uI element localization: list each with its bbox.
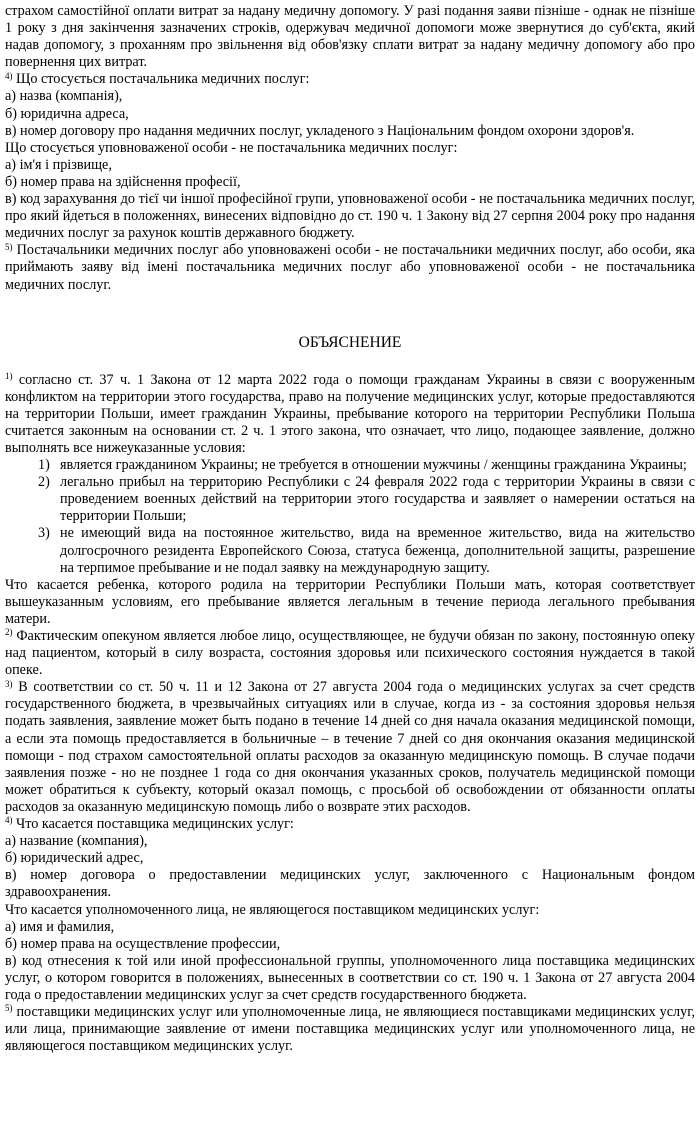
footnote-marker: 5) [5,241,13,252]
footnote-marker: 4) [5,815,13,826]
ukrainian-section [5,3,695,294]
footnote-marker: 4) [5,70,13,81]
ua-provider-name: а) назва (компанія), [5,88,123,105]
ru-provider-contract: в) номер договора о предоставлении медицинских услуг, заключенного с Национальным фондом здравоохранения. [5,867,695,901]
list-item [5,457,695,474]
ru-provider-name: а) название (компания), [5,833,148,850]
ru-provider-address: б) юридический адрес, [5,850,144,867]
list-item-number: 2) [38,474,50,491]
ua-provider-contract: в) номер договору про надання медичних послуг, укладеного з Національним фондом охорони здоров'я. [5,122,635,139]
ua-person-name: а) ім'я і прізвище, [5,156,112,173]
ru-footnote-1: $^{1)}$ согласно ст. 37 ч. 1 Закона от 12 марта 2022 года о помощи гражданам Украины в связи с вооруженным конфликтом на территории этого государства, право на получение медицинских услуг, которые предоставляются на территории Польши, имеет гражданин Украины, пребывание которого на территории Республики Польша считается законным на основании ст. 2 ч. 1 этого закона, что означает, что лицо, подающее заявление, должно выполнять все нижеуказанные условия: [5,370,695,456]
list-item [5,474,695,525]
list-item [5,525,695,576]
footnote-marker: 3) [5,678,13,689]
ua-person-code: в) код зарахування до тієї чи іншої професійної групи, уповноваженої особи - не постачальника медичних послуг, про який йдеться в положеннях, винесених відповідно до ст. 190 ч. 1 Закону від 27 серпня 2004 року про надання медичних послуг за рахунок коштів державного бюджету. [5,191,695,242]
ru-person-license: б) номер права на осуществление профессии, [5,935,281,952]
ru-footnote-3: $^{3)}$ В соответствии со ст. 50 ч. 11 и 12 Закона от 27 августа 2004 года о медицинских услугах за счет средств государственного бюджета, в чрезвычайных ситуациях или в случае, когда из - за состояния здоровья нельзя подать заявления, заявление может быть подано в течение 14 дней со дня начала оказания медицинской помощи, а если эта помощь предоставляется в больничные – в течение 7 дней со дня окончания оказания медицинской помощи - под страхом самостоятельной оплаты расходов за оказанную медицинскую помощь. В случае подачи заявления позже - но не позднее 1 года со дня окончания указанных сроков, получатель медицинской помощи может обратиться к субъекту, который оказал помощь, с просьбой об освобождении от обязанности оплаты расходов за оказанную медицинскую помощь либо о возврате этих расходов. [5,678,695,815]
list-item-number: 3) [38,525,50,542]
list-item-text: легально прибыл на территорию Республики с 24 февраля 2022 года с территории Украины в связи с проведением военных действий на территории этого государства и заявляет о намерении остаться на территории Польши; [60,474,695,525]
list-item-text: не имеющий вида на постоянное жительство, вида на временное жительство, вида на жительство долгосрочного резидента Европейского Союза, статуса беженца, дополнительной защиты, разрешение на терпимое пребывание и не подал заявку на международную защиту. [60,525,695,576]
ru-footnote-2: $^{2)}$ Фактическим опекуном является любое лицо, осуществляющее, не будучи обязан по закону, постоянную опеку над пациентом, который в силу возраста, состояния здоровья или психического состояния нуждается в такой опеке. [5,627,695,679]
russian-section [5,334,695,1056]
ua-footnote-5: $^{5)}$ Постачальники медичних послуг або уповноважені особи - не постачальники медичних послуг, або особи, яка приймають заяву від імені постачальника медичних послуг або уповноваженої особи - не постачальника медичних послуг. [5,241,695,293]
footnote-marker: 5) [5,1003,13,1014]
footnote-marker: 2) [5,627,13,638]
ru-person-name: а) имя и фамилия, [5,918,115,935]
ua-person-license: б) номер права на здійснення професії, [5,173,241,190]
ru-child-paragraph: Что касается ребенка, которого родила на территории Республики Польши мать, которая соответствует вышеуказанным условиям, его пребывание является легальным в течение периода легального пребывания матери. [5,576,695,627]
ru-footnote-4-heading: $^{4)}$ Что касается поставщика медицинских услуг: [5,815,294,833]
ru-footnote-5: $^{5)}$ поставщики медицинских услуг или уполномоченные лица, не являющиеся поставщиками медицинских услуг, или лица, принимающие заявление от имени поставщика медицинских услуг или уполномоченного лица, не являющегося поставщиком медицинских услуг. [5,1003,695,1055]
ua-person-heading: Що стосується уповноваженої особи - не постачальника медичних послуг: [5,139,458,156]
footnote-marker: 1) [5,370,13,381]
list-item-number: 1) [38,457,50,474]
list-item-text: является гражданином Украины; не требуется в отношении мужчины / женщины гражданина Украины; [60,457,687,474]
ua-footnote-4-heading: $^{4)}$ Що стосується постачальника медичних послуг: [5,70,310,88]
ru-person-code: в) код отнесения к той или иной профессиональной группы, уполномоченного лица поставщика медицинских услуг, о котором говорится в положениях, вынесенных в соответствии со ст. 190 ч. 1 Закона от 27 августа 2004 года о предоставлении медицинских услуг за счет средств государственного бюджета. [5,952,695,1003]
section-spacer [5,294,695,334]
ua-paragraph-continuation: страхом самостійної оплати витрат за надану медичну допомогу. У разі подання заяви пізніше - однак не пізніше 1 року з дня закінчення зазначених строків, одержувач медичної допомоги може звернутися до суб'єкта, який надав допомогу, з проханням про звільнення від обов'язку сплати витрат за надану медичну допомогу або про повернення цих витрат. [5,3,695,71]
section-title: ОБЪЯСНЕНИЕ [298,333,402,351]
ua-provider-address: б) юридична адреса, [5,105,129,122]
ru-person-heading: Что касается уполномоченного лица, не являющегося поставщиком медицинских услуг: [5,901,540,918]
conditions-list [5,457,695,577]
